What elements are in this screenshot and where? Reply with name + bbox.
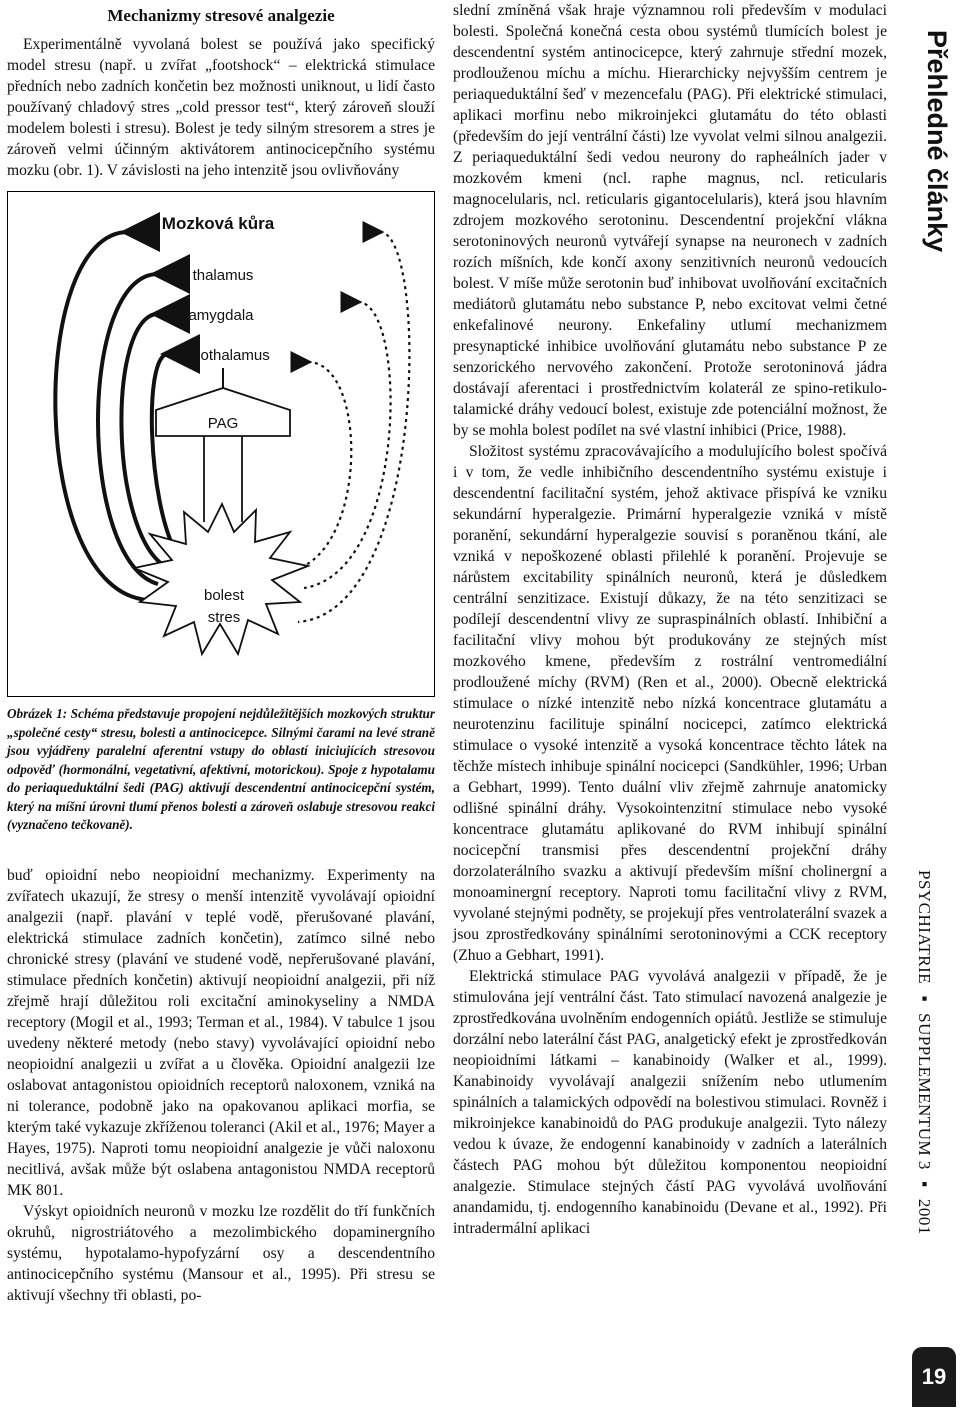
afferent-line-3 bbox=[121, 314, 166, 567]
body-paragraph-right-2: Složitost systému zpracovávajícího a modulujícího bolest spočívá i v tom, že vedle inhibičního descendentního systému existuje i descendentní facilitační systém, jehož aktivace přispívá ke vzniku sekundární hyperalgezie. Primární hyperalgezie vzniká v místě poranění, sekundární hyperalgezie souvisí s poraněnou tkání, ale vzniká v nepoškozené oblasti přilehlé k poranění. Projevuje se nárůstem excitability spinálních neuronů, která je důsledkem centrální senzitizace. Existují důkazy, že na této senzitizaci se podílejí descendentní vlivy ze supraspinálních oblastí. Inhibiční a facilitační vlivy mohou být produkovány ze stejných míst mozkového kmene, především z rostrální ventromediální prodloužené míchy (RVM) (Ren et al., 2000). Obecně elektrická stimulace o nízké intenzitě nebo nízká koncentrace glutamátu a neurotenzinu facilituje spinální nocicepci, zatímco elektrická stimulace o vysoké intenzitě a vysoká koncentrace těchto látek na těchže místech inhibuje spinální nocicepci (Sandkühler, 1996; Urban a Gebhart, 1999). Tento duální vliv zřejmě zahrnuje anatomicky odlišné spinální dráhy. Vysokointenzitní stimulace nebo vysoké koncentrace glutamátu aplikované do RVM inhibují spinální nocicepční transmisi přes descendentní projekční dráhy dorzolaterálního svazku a aktivují především míšní cholinergní a monoaminergní receptory. Naproti tomu facilitační vlivy z RVM, vyvolané stejnými podněty, se projekují přes ventrolaterální svazek a jsou zprostředkovány spinálními serotoninovými a CCK receptory (Zhuo a Gebhart, 1991). bbox=[453, 443, 887, 964]
afferent-line-2 bbox=[98, 274, 158, 584]
section-heading: Mechanizmy stresové analgezie bbox=[107, 6, 335, 25]
fig-label-bolest: bolest bbox=[203, 587, 245, 604]
fig-label-stres: stres bbox=[207, 609, 241, 626]
afferent-line-4 bbox=[152, 354, 176, 552]
page-sidebar bbox=[897, 0, 960, 1413]
right-column bbox=[453, 0, 887, 1239]
body-paragraph-right-3: Elektrická stimulace PAG vyvolává analgezii v případě, že je stimulována její ventrální část. Tato stimulací navozená analgezie je zprostředkována uvolněním endogenních opiátů. Jestliže se stimuluje dorzální nebo laterální část PAG, analgetický efekt je zprostředkován neopioidními látkami – kanabinoidy (Walker et al., 1999). Kanabinoidy vyvolávají analgezii snížením nebo utlumením spinálních a talamických odpovědí na bolestivou stimulaci. Rovněž i mikroinjekce kanabinoidů do PAG produkuje analgezii. Tyto nálezy vedou k úvaze, že endogenní kanabinoidy v zadních a laterálních částech PAG mohou být důležitou komponentou neopioidní analgezie. Stimulace stejných částí PAG vyvolává uvolňování anandamidu, tj. endogenního kanabinoidu (Devane et al., 1992). Při intradermální aplikaci bbox=[453, 968, 887, 1237]
caption-label: Obrázek 1: bbox=[7, 706, 68, 721]
figure-1 bbox=[7, 191, 435, 697]
intro-paragraph: Experimentálně vyvolaná bolest se používá jako specifický model stresu (např. u zvířat „footshock“ – elektrická stimulace předních nebo zadních končetin bez možnosti uniknout, u lidí často používaný chladový stres „cold pressor test“, který zároveň slouží modelem bolesti i stresu). Bolest je tedy silným stresorem a stres je zároveň velmi účinným aktivátorem antinocicepčního systému mozku (obr. 1). V závislosti na jeho intenzitě jsou ovlivňovány bbox=[7, 36, 435, 179]
descending-dotted-line-3 bbox=[298, 232, 409, 622]
page-number: 19 bbox=[921, 1364, 947, 1389]
fig-title-mozkova-kura: Mozková kůra bbox=[161, 214, 275, 233]
afferent-line-1 bbox=[55, 232, 148, 600]
fig-label-thalamus: thalamus bbox=[192, 267, 254, 284]
descending-dotted-line-2 bbox=[293, 362, 351, 570]
pain-stress-burst bbox=[134, 504, 308, 654]
section-title-vertical: Přehledné články bbox=[922, 30, 952, 253]
figure-caption bbox=[7, 705, 435, 835]
journal-name-vertical: PSYCHIATRIE ▪ SUPPLEMENTUM 3 ▪ 2001 bbox=[915, 870, 934, 1235]
left-column bbox=[7, 0, 435, 1306]
body-paragraph-left-1: buď opioidní nebo neopioidní mechanizmy. Experimenty na zvířatech ukazují, že stresy o menší intenzitě vyvolávají opioidní analgezii (např. plavání v teplé vodě, přerušované plavání, elektrická stimulace zadních končetin), zatímco silné nebo chronické stresy (plavání ve studené vodě, nepřerušované plavání, stimulace předních končetin) aktivují neopioidní analgezii, při níž zřejmě hrají důležitou roli excitační aminokyseliny a NMDA receptory (Mogil et al., 1993; Terman et al., 1984). V tabulce 1 jsou uvedeny některé metody (nebo stavy) vyvolávající opioidní nebo neopioidní analgezii u zvířat a u člověka. Opioidní analgezii lze oslabovat antagonistou opioidních receptorů naloxonem, vzniká na ni tolerance, podobně jako na opakovanou aplikaci morfia, se kterým také vykazuje zkříženou toleranci (Akil et al., 1976; Mayer a Hayes, 1975). Naproti tomu neopioidní analgezie je vůči naloxonu necitlivá, avšak může být oslabena antagonistou NMDA receptorů MK 801. bbox=[7, 866, 435, 1199]
descending-dotted-line-1 bbox=[304, 302, 391, 588]
fig-label-pag: PAG bbox=[207, 415, 239, 432]
body-paragraph-left-2: Výskyt opioidních neuronů v mozku lze rozdělit do tří funkčních okruhů, nigrostriátového a mezolimbického dopaminergního systému, hypotalamo-hypofyzární osy a descendentního antinocicepčního systému (Mansour et al., 1995). Při stresu se aktivují všechny tři oblasti, po- bbox=[7, 1202, 435, 1304]
page-number-badge bbox=[912, 1347, 956, 1407]
brain-schema-diagram bbox=[8, 192, 434, 696]
caption-text: Schéma představuje propojení nejdůležitějších mozkových struktur „společné cesty“ stresu, bolesti a antinocicepce. Silnými čarami na levé straně jsou vyjádřeny paralelní aferentní vstupy do oblastí iniciujících stresovou odpověď (hormonální, vegetativní, afektivní, motorickou). Spoje z hypotalamu do periaqueduktální šedi (PAG) aktivují descendentní antinocicepční systém, který na míšní úrovni tlumí přenos bolesti a zároveň oslabuje stresovou reakci (vyznačeno tečkovaně). bbox=[7, 706, 435, 832]
fig-label-hypothalamus: hypothalamus bbox=[176, 347, 270, 364]
fig-label-amygdala: amygdala bbox=[188, 307, 254, 324]
body-paragraph-right-1: slední zmíněná však hraje významnou roli především v modulaci bolesti. Společná konečná cesta obou systémů tlumících bolest je descendentní systém antinocicepce, který zahrnuje střední mozek, prodlouženou míchu a míchu. Hierarchicky nejvyšším centrem je periaqueduktální šeď v mezencefalu (PAG). Při elektrické stimulaci, aplikaci morfinu nebo mikroinjekci glutamátu do této oblasti (především do její ventrální části) lze vyvolat velmi silnou analgezii. Z periaqueduktální šedi vedou neurony do rapheálních jader v mozkovém kmeni (ncl. raphe magnus, ncl. reticularis magnocelularis, ncl. reticularis gigantocelularis), která jsou hlavním zdrojem mozkového serotoninu. Descendentní projekční vlákna serotoninových neuronů vytvářejí synapse na neuronech v zadních rozích míšních, kde končí axony senzitivních neuronů vedoucích bolest. V míše může serotonin buď inhibovat uvolňování excitačních mediátorů glutamátu nebo substance P, nebo excitovat velmi četné enkefalinové neurony. Enkefaliny utlumí mechanizmem presynaptické inhibice uvolňování glutamátu nebo substance P ze senzorického nervového zakončení. Protože serotoninová jádra dostávají aferentaci i prostřednictvím kolaterál ze spino-retikulo-talamické dráhy vedoucí bolest, existuje zde potenciální možnost, že by se mohla bolest podílet na své vlastní inhibici (Price, 1988). bbox=[453, 2, 887, 439]
